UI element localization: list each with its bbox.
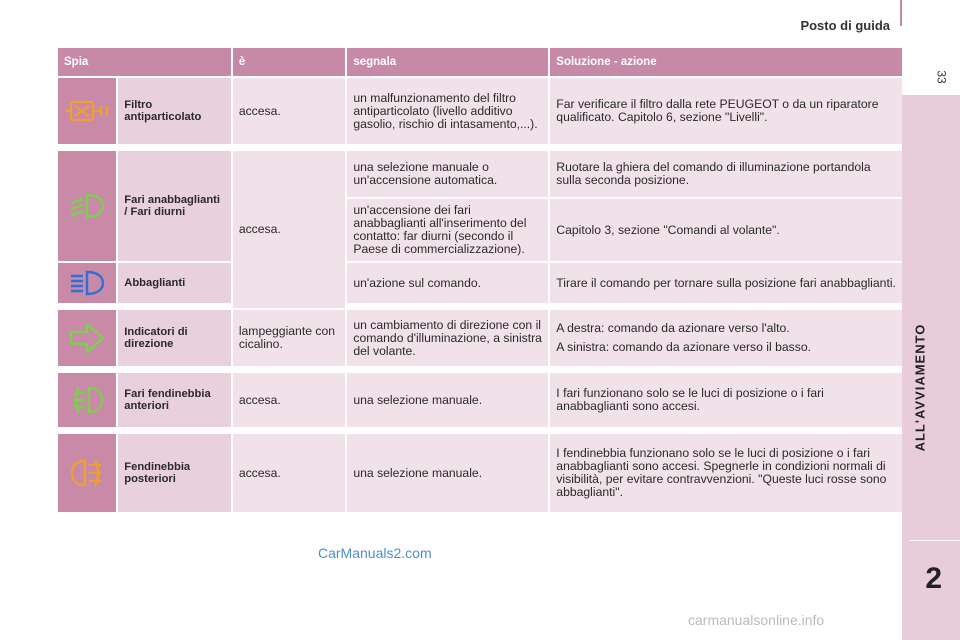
column-header-state: è (233, 48, 346, 76)
chapter-number: 2 (925, 562, 942, 595)
table-row (58, 310, 902, 366)
table-row (58, 151, 902, 197)
row-light-name: Filtro antiparticolato (118, 78, 231, 144)
row-light-name: Fendinebbia posteriori (118, 434, 231, 512)
row-solution: I fari funzionano solo se le luci di posizione o i fari anabbaglianti sono accesi. (550, 373, 902, 427)
watermark-carmanualsonline[interactable]: carmanualsonline.info (688, 612, 825, 628)
row-solution: Capitolo 3, sezione "Comandi al volante". (550, 199, 902, 261)
row-icon-cell (58, 434, 116, 512)
row-light-name: Abbaglianti (118, 263, 231, 303)
solution-right: A destra: comando da azionare verso l'alto. (556, 321, 790, 335)
table-row (58, 263, 902, 303)
row-icon-cell (58, 78, 116, 144)
row-icon-cell (58, 373, 116, 427)
particle-filter-icon (63, 96, 111, 126)
side-divider (910, 540, 960, 541)
row-signal: un cambiamento di direzione con il comando d'illuminazione, a sinistra del volante. (347, 310, 548, 366)
front-fog-icon (67, 384, 107, 416)
low-beam-icon (67, 191, 107, 221)
row-signal: una selezione manuale o un'accensione automatica. (347, 151, 548, 197)
row-light-name: Fari fendinebbia anteriori (118, 373, 231, 427)
row-state: accesa. (233, 78, 346, 144)
high-beam-icon (67, 268, 107, 298)
row-solution: Ruotare la ghiera del comando di illuminazione portandola sulla seconda posizione. (550, 151, 902, 197)
solution-left: A sinistra: comando da azionare verso il basso. (556, 340, 812, 354)
row-solution: Tirare il comando per tornare sulla posizione fari anabbaglianti. (550, 263, 902, 303)
turn-signal-icon (67, 321, 107, 355)
column-header-spia: Spia (58, 48, 231, 76)
row-signal: un'accensione dei fari anabbaglianti all'inserimento del contatto: far diurni (secondo il Paese di commercializzazione). (347, 199, 548, 261)
chapter-side-band (902, 95, 960, 640)
table-row (58, 434, 902, 512)
row-state: accesa. (233, 434, 346, 512)
row-icon-cell (58, 263, 116, 303)
row-icon-cell (58, 151, 116, 261)
row-state: accesa. (233, 151, 346, 308)
table-header-row (58, 48, 902, 76)
page-number: 33 (934, 70, 949, 84)
warning-lights-table (56, 46, 904, 514)
row-state: accesa. (233, 373, 346, 427)
row-solution: I fendinebbia funzionano solo se le luci di posizione o i fari anabbaglianti sono accesi. Spegnerle in condizioni normali di visibilità, per evitare contravvenzioni. "Queste luci rosse sono abbaglianti". (550, 434, 902, 512)
row-icon-cell (58, 310, 116, 366)
rear-fog-icon (67, 457, 107, 489)
row-state: lampeggiante con cicalino. (233, 310, 346, 366)
watermark-carmanuals2[interactable]: CarManuals2.com (318, 545, 432, 561)
header-accent-bar (900, 0, 902, 26)
table-row (58, 78, 902, 144)
row-signal: una selezione manuale. (347, 373, 548, 427)
column-header-signal: segnala (347, 48, 548, 76)
row-signal: una selezione manuale. (347, 434, 548, 512)
row-signal: un malfunzionamento del filtro antiparticolato (livello additivo gasolio, rischio di intasamento,...). (347, 78, 548, 144)
row-light-name: Fari anabbaglianti / Fari diurni (118, 151, 231, 261)
chapter-side-label: ALL'AVVIAMENTO (912, 323, 928, 452)
row-signal: un'azione sul comando. (347, 263, 548, 303)
row-light-name: Indicatori di direzione (118, 310, 231, 366)
row-solution: Far verificare il filtro dalla rete PEUGEOT o da un riparatore qualificato. Capitolo 6, sezione "Livelli". (550, 78, 902, 144)
column-header-solution: Soluzione - azione (550, 48, 902, 76)
row-solution (550, 310, 902, 366)
page-header-title: Posto di guida (800, 18, 890, 33)
table-row (58, 373, 902, 427)
